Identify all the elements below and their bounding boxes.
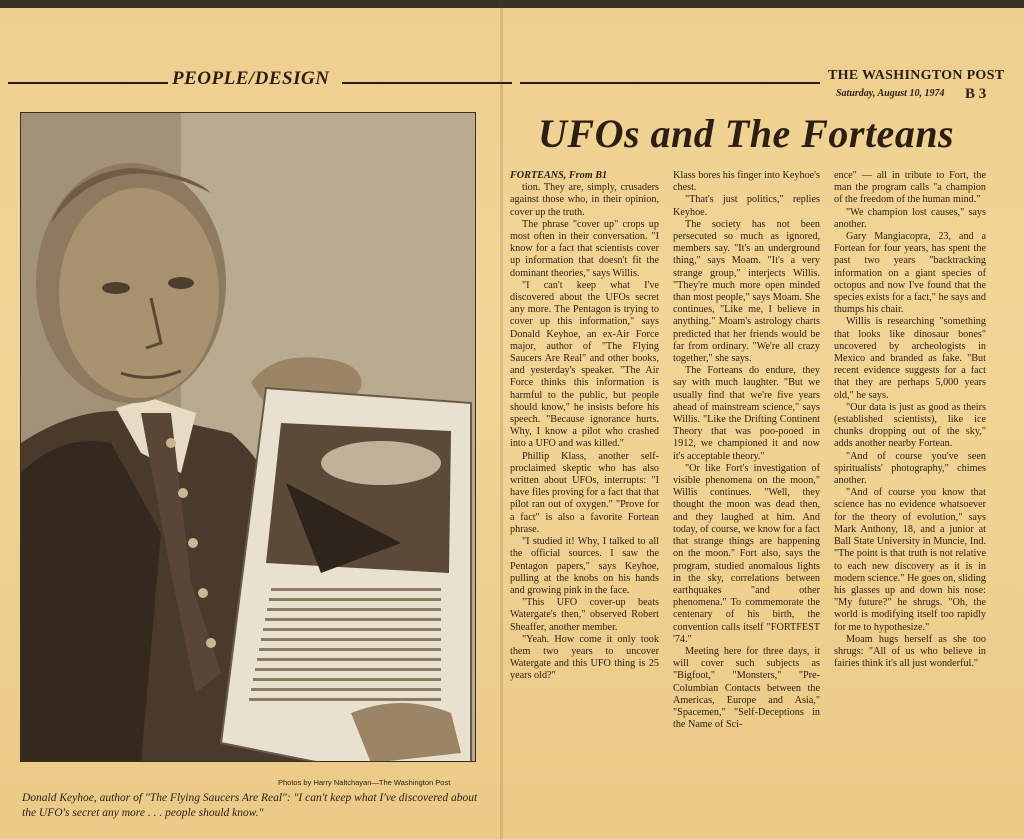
paragraph: ence" — all in tribute to Fort, the man the program calls "a champion of the freedom of the human mind." — [834, 170, 986, 206]
headline: UFOs and The Forteans — [538, 111, 955, 156]
header-rule — [8, 82, 168, 84]
article-column-3 — [834, 170, 986, 670]
paragraph: The Forteans do endure, they say with much laughter. "But we usually find that we're five years ahead of mainstream science," says Willis. "Like the Drifting Continent Theory that was poo-pooed in 1912, we championed it and now it's acceptable theory." — [673, 365, 820, 462]
paragraph: "That's just politics," replies Keyhoe. — [673, 194, 820, 218]
photo-credit: Photos by Harry Naltchayan—The Washington Post — [278, 778, 451, 787]
paragraph: "I studied it! Why, I talked to all the official sources. I saw the Pentagon papers," says Keyhoe, pulling at the knobs on his hands and growing pink in the face. — [510, 536, 659, 596]
jump-line: FORTEANS, From B1 — [510, 170, 608, 181]
paragraph: Phillip Klass, another self-proclaimed skeptic who has also written about UFOs, interrupts: "I have files proving for a fact that that pilot ran out of oxygen." "Prove for a fact" is also a favorite Fortean phrase. — [510, 450, 659, 535]
paragraph: "Our data is just as good as theirs (established scientists), like ice chunks dropping out of the sky," adds another nearby Fortean. — [834, 401, 986, 450]
paragraph: The phrase "cover up" crops up most often in their conversation. "I know for a fact that scientists cover up information that doesn't fit the dominant theories," says Willis. — [510, 218, 659, 279]
photo-caption: Donald Keyhoe, author of "The Flying Saucers Are Real": "I can't keep what I've discovered about the UFO's secret any more . . . people should know." — [22, 792, 478, 819]
article-column-2 — [673, 170, 820, 731]
paragraph: "Yeah. How come it only took them two years to uncover Watergate and this UFO thing is 25 years old?" — [510, 633, 659, 682]
paragraph: "We champion lost causes," says another. — [834, 206, 986, 230]
newspaper-name: THE WASHINGTON POST — [828, 68, 1005, 83]
photo-keyhoe — [20, 112, 476, 762]
page-fold — [500, 0, 503, 839]
article-column-1 — [510, 170, 659, 683]
paragraph: The society has not been persecuted so much as ignored, members say. "It's an underground thing," says Moam. "It's a very strange group," interjects Willis. "They're much more open minded than most people," says Moam. She continues, "Like me, I believe in anything." Moam's astrology charts predicted that her friends would be far from ordinary. "We're all crazy together," she says. — [673, 218, 820, 365]
top-edge — [0, 0, 1024, 8]
paragraph: Moam hugs herself as she too shrugs: "All of us who believe in fairies think it's all just wonderful." — [834, 633, 986, 670]
paragraph: "I can't keep what I've discovered about the UFOs secret any more. The Pentagon is trying to cover up this information," says Donald Keyhoe, an ex-Air Force major, author of "The Flying Saucers Are Real" and other books, and yesterday's speaker. "The Air Force thinks this information is harmful to the public, but people should know," he insists before his speech. "Because ignorance hurts. Why, I know a pilot who crashed into a UFO and was killed." — [510, 279, 659, 450]
paragraph: Gary Mangiacopra, 23, and a Fortean for four years, has spent the past two years "backtracking information on a giant species of octopus and now I've found that the species exists for a fact," he says and thumps his chair. — [834, 231, 986, 316]
paragraph: "And of course you know that science has no evidence whatsoever for the theory of evolution," says Mark Anthony, 18, and a junior at Ball State University in Muncie, Ind. "The point is that truth is not relative to each new discovery as it is in modern science." He goes on, sliding his glasses up and down his nose: "My future?" he shrugs. "Oh, the world is modifying itself too rapidly for me to hypothesize." — [834, 487, 986, 633]
page-number: B 3 — [965, 86, 987, 102]
header-rule — [342, 82, 512, 84]
paragraph: Willis is researching "something that looks like dinosaur bones" uncovered by archeologists in Mexico and branded as fake. "But recent evidence suggests for a fact that they are perhaps 5,000 years old," he says. — [834, 316, 986, 401]
header-rule — [520, 82, 820, 84]
paragraph: "And of course you've seen spiritualists' photography," chimes another. — [834, 450, 986, 487]
paragraph: Meeting here for three days, it will cover such subjects as "Bigfoot," "Monsters," "Pre-Columbian Contacts between the Americas, Europe and Asia," "Spacemen," "Self-Deceptions in the Name of Sci- — [673, 645, 820, 731]
photo-illustration — [21, 113, 476, 762]
dateline: Saturday, August 10, 1974 — [836, 88, 945, 99]
paragraph: "Or like Fort's investigation of visible phenomena on the moon," Willis continues. "Well, they thought the moon was dead then, and they laughed at him. And today, of course, we know for a fact that strange things are happening on the moon." Fort also, says the program, studied anomalous lights in the sky, correlations between earthquakes "and other phenomena." To commemorate the centenary of his birth, the convention calls itself "FORTFEST '74." — [673, 462, 820, 645]
paragraph: Klass bores his finger into Keyhoe's chest. — [673, 170, 820, 194]
paragraph: tion. They are, simply, crusaders against those who, in their opinion, cover up the truth. — [510, 182, 659, 218]
section-heading: PEOPLE/DESIGN — [172, 68, 330, 89]
paragraph: "This UFO cover-up beats Watergate's then," observed Robert Sheaffer, another member. — [510, 597, 659, 633]
